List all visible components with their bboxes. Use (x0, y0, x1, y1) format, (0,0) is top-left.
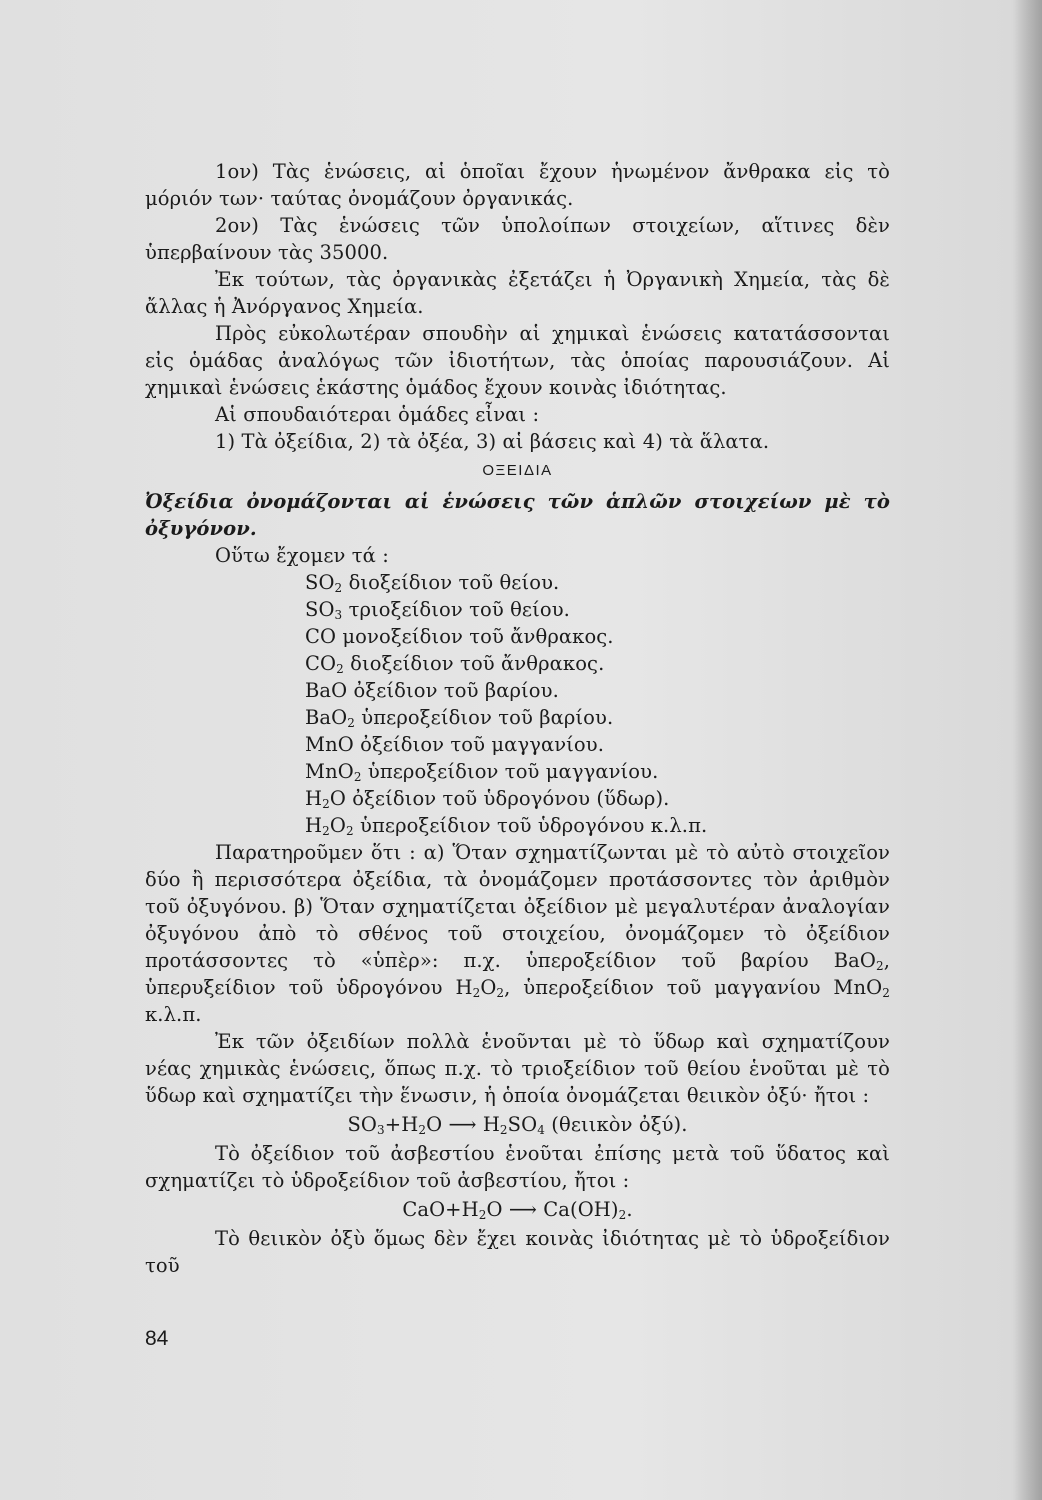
paragraph-examples-intro: Οὕτω ἔχομεν τά : (215, 544, 389, 567)
paragraph-calcium-oxide: Τὸ ὀξείδιον τοῦ ἀσβεστίου ἑνοῦται ἐπίσης μετὰ τοῦ ὕδατος καὶ σχηματίζει τὸ ὑδροξείδιον τοῦ ἀσβεστίου, ἤτοι : (145, 1142, 890, 1192)
paragraph-group-list: 1) Τὰ ὀξείδια, 2) τὰ ὀξέα, 3) αἱ βάσεις καὶ 4) τὰ ἅλατα. (215, 430, 770, 453)
list-item: BaO$_2$ ὑπεροξείδιον τοῦ βαρίου. (305, 706, 614, 730)
paragraph-continuation: Τὸ θειικὸν ὀξὺ ὅμως δὲν ἔχει κοινὰς ἰδιότητας μὲ τὸ ὑδροξείδιον τοῦ (145, 1227, 890, 1277)
list-item: CO μονοξείδιον τοῦ ἄνθρακος. (305, 625, 614, 648)
page-edge-shadow (1014, 0, 1042, 1500)
list-item: $H_2O$ ὀξείδιον τοῦ ὑδρογόνου (ὕδωρ). (305, 787, 670, 811)
list-item: $SO_2$ διοξείδιον τοῦ θείου. (305, 571, 560, 595)
list-item: MnO$_2$ ὑπεροξείδιον τοῦ μαγγανίου. (305, 760, 659, 784)
paragraph-observation: Παρατηροῦμεν ὅτι : α) Ὅταν σχηματίζωνται μὲ τὸ αὐτὸ στοιχεῖον δύο ἢ περισσότερα ὀξείδια, τὰ ὀνομάζομεν προτάσσοντες τὸν ἀριθμὸν τοῦ ὀξυγόνου. β) Ὅταν σχηματίζεται ὀξείδιον μὲ μεγαλυτέραν ἀναλογίαν ὀξυγόνου ἀπὸ τὸ σθένος τοῦ στοιχείου, ὀνομάζομεν τὸ ὀξείδιον προτάσσοντες τὸ «ὑπὲρ»: π.χ. ὑπεροξείδιον τοῦ βαρίου BaO$_2$, ὑπερυξείδιον τοῦ ὑδρογόνου $H_2O_2$, ὑπεροξείδιον τοῦ μαγγανίου MnO$_2$ κ.λ.π. (145, 841, 890, 1026)
oxide-definition: Ὀξείδια ὀνομάζονται αἱ ἑνώσεις τῶν ἁπλῶν στοιχείων μὲ τὸ ὀξυγόνον. (145, 490, 890, 540)
paragraph-organic: 1ον) Τὰς ἑνώσεις, αἱ ὁποῖαι ἔχουν ἡνωμένον ἄνθρακα εἰς τὸ μόριόν των· ταύτας ὀνομάζουν ὀργανικάς. (145, 160, 890, 210)
list-item: $SO_3$ τριοξείδιον τοῦ θείου. (305, 598, 570, 622)
page-number: 84 (145, 1327, 169, 1350)
list-item: BaO ὀξείδιον τοῦ βαρίου. (305, 679, 559, 702)
list-item: $CO_2$ διοξείδιον τοῦ ἄνθρακος. (305, 652, 605, 676)
paragraph-main-groups: Αἱ σπουδαιότεραι ὁμάδες εἶναι : (215, 403, 540, 426)
formula-sulfuric-acid: $SO_3+H_2O$ ⟶ $H_2SO_4$ (θειικὸν ὀξύ). (347, 1113, 688, 1137)
paragraph-groups: Πρὸς εὐκολωτέραν σπουδὴν αἱ χημικαὶ ἑνώσεις κατατάσσονται εἰς ὁμάδας ἀναλόγως τῶν ἰδιοτήτων, τὰς ὁποίας παρουσιάζουν. Αἱ χημικαὶ ἑνώσεις ἑκάστης ὁμάδος ἔχουν κοινὰς ἰδιότητας. (145, 322, 890, 399)
list-item: $H_2O_2$ ὑπεροξείδιον τοῦ ὑδρογόνου κ.λ.π. (305, 814, 708, 838)
paragraph-inorganic: 2ον) Τὰς ἑνώσεις τῶν ὑπολοίπων στοιχείων, αἵτινες δὲν ὑπερβαίνουν τὰς 35000. (145, 214, 890, 264)
page-body (145, 158, 890, 1279)
list-item: MnO ὀξείδιον τοῦ μαγγανίου. (305, 733, 605, 756)
paragraph-chemistry-branches: Ἐκ τούτων, τὰς ὀργανικὰς ἐξετάζει ἡ Ὀργανικὴ Χημεία, τὰς δὲ ἄλλας ἡ Ἀνόργανος Χημεία. (145, 268, 890, 318)
oxide-list (305, 569, 890, 839)
formula-calcium-hydroxide: $CaO+H_2O$ ⟶ $Ca(OH)_2$. (402, 1198, 633, 1222)
section-heading: ΟΞΕΙΔΙΑ (482, 462, 553, 479)
paragraph-oxides-water: Ἐκ τῶν ὀξειδίων πολλὰ ἑνοῦνται μὲ τὸ ὕδωρ καὶ σχηματίζουν νέας χημικὰς ἑνώσεις, ὅπως π.χ. τὸ τριοξείδιον τοῦ θείου ἑνοῦται μὲ τὸ ὕδωρ καὶ σχηματίζει τὴν ἕνωσιν, ἡ ὁποία ὀνομάζεται θειικὸν ὀξύ· ἤτοι : (145, 1030, 890, 1107)
